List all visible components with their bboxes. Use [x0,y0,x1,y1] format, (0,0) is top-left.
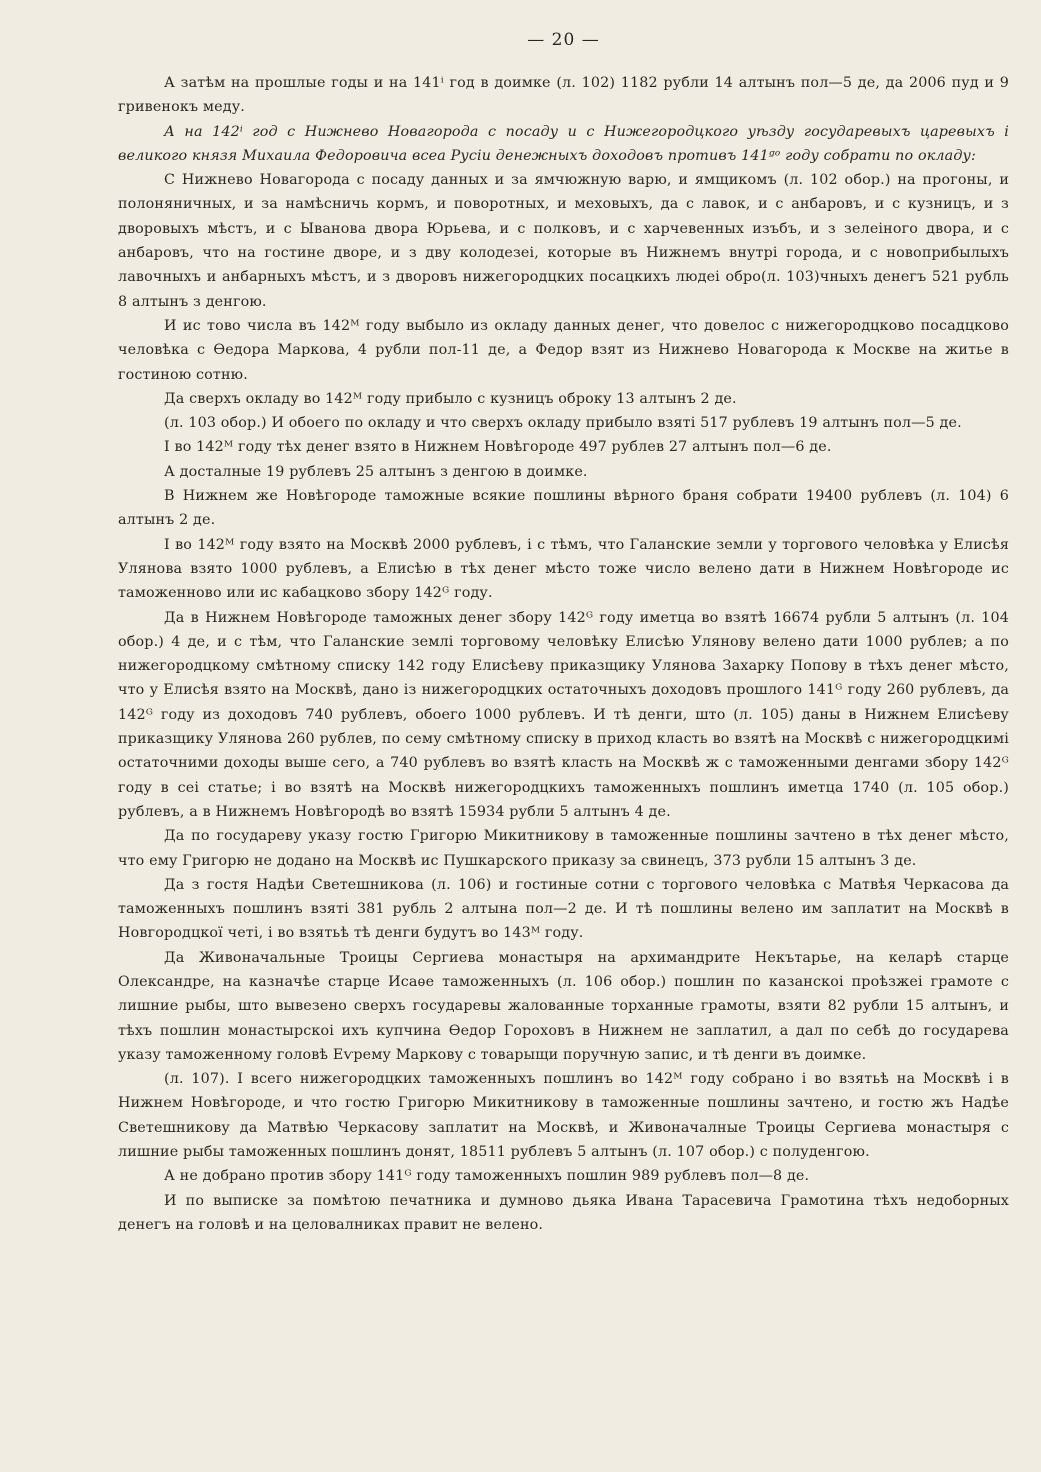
paragraph: І во 142ᴹ году взято на Москвѣ 2000 рублевъ, і с тѣмъ, что Галанские земли у торгового человѣка у Елисѣя Улянова взято 1000 рублевъ, а Елисѣю в тѣх денег мѣсто тоже число велено дати в Нижнем Новѣгороде ис таможенново или ис кабацково збору 142ᴳ году. [118,536,1009,602]
document-body [118,71,1009,1237]
paragraph: А досталные 19 рублевъ 25 алтынъ з денгою в доимке. [164,463,588,480]
paragraph: С Нижнево Новагорода с посаду данных и за ямчюжную варю, и ямщикомъ (л. 102 обор.) на прогоны, и полоняничных, и за намѣсничь кормъ, и поворотных, и меховыхъ, да с лавок, и с анбаровъ, и с кузницъ, и з дворовыхъ мѣстъ, и с Ыванова двора Юрьева, и с полковъ, и с харчевенных изъбъ, и з зелеіного двора, и с анбаровъ, что на гостине дворе, и з дву колодезеі, которые въ Нижнемъ внутрі города, и с новоприбылыхъ лавочныхъ и анбарныхъ мѣстъ, и з дворовъ нижегородцких посацкихъ людеі обро(л. 103)чныхъ денегъ 521 рубль 8 алтынъ з денгою. [118,172,1009,310]
paragraph: И ис тово числа въ 142ᴹ году выбыло из окладу данных денег, что довелос с нижегородцково посадцково человѣка с Ѳедора Маркова, 4 рубли пол-11 де, а Федор взят из Нижнево Новагорода к Москве на житье в гостиною сотню. [118,317,1009,383]
paragraph: Да в Нижнем Новѣгороде таможных денег збору 142ᴳ году иметца во взятѣ 16674 рубли 5 алтынъ (л. 104 обор.) 4 де, и с тѣм, что Галанские землі торговому человѣку Елисѣю Улянову велено дати 1000 рублев; а по нижегородцкому смѣтному списку 142 году Елисѣеву приказщику Улянова Захарку Попову в тѣхъ денег мѣсто, что у Елисѣя взято на Москвѣ, дано із нижегородцких остаточныхъ доходовъ прошлого 141ᴳ году 260 рублевъ, да 142ᴳ году из доходовъ 740 рублевъ, обоего 1000 рублевъ. И тѣ денги, што (л. 105) даны в Нижнем Елисѣеву приказщику Улянова 260 рублев, по сему смѣтному списку в приход класть во взятѣ на Москвѣ с нижегородцкимі остаточними доходы выше сего, а 740 рублевъ во взятѣ класть на Москвѣ ж с таможенными денгами збору 142ᴳ году в сеі статье; і во взятѣ на Москвѣ нижегородцкихъ таможенныхъ пошлинъ иметца 1740 (л. 105 обор.) рублевъ, а в Нижнемъ Новѣгородѣ во взятѣ 15934 рубли 5 алтынъ 4 де. [118,609,1009,820]
paragraph: Да Живоначальные Троицы Сергиева монастыря на архимандрите Некътарье, на келарѣ старце Олександре, на казначѣе старце Исаѳе таможенныхъ (л. 106 обор.) пошлин по казанскоі проѣзжеі грамоте с лишние рыбы, што вывезено сверхъ государевы жалованные торханные грамоты, взяти 82 рубли 15 алтынъ, и тѣхъ пошлин монастырскоі ихъ купчина Ѳедор Гороховъ в Нижнем не заплатил, а дал по себѣ до государева указу таможенному головѣ Еѵрему Маркову с товарыщи поручную запис, и тѣ денги въ доимке. [118,949,1009,1063]
paragraph: А затѣм на прошлые годы и на 141ⁱ год в доимке (л. 102) 1182 рубли 14 алтынъ пол—5 де, да 2006 пуд и 9 гривенокъ меду. [118,75,1009,116]
paragraph: А не добрано против збору 141ᴳ году таможенныхъ пошлин 989 рублевъ пол—8 де. [164,1168,810,1185]
paragraph: В Нижнем же Новѣгороде таможные всякие пошлины вѣрного браня собрати 19400 рублевъ (л. 104) 6 алтынъ 2 де. [118,488,1009,529]
paragraph: И по выписке за помѣтою печатника и думново дьяка Ивана Тарасевича Грамотина тѣхъ недоборных денегъ на головѣ и на целовалниках правит не велено. [118,1192,1009,1233]
paragraph-heading: А на 142ⁱ год с Нижнево Новагорода с посаду и с Нижегородцкого уѣзду государевыхъ царевыхъ і великого князя Михаила Федоровича всеа Русіи денежныхъ доходовъ противъ 141ᵍᵒ году собрати по окладу: [118,123,1009,164]
paragraph: Да з гостя Надѣи Светешникова (л. 106) и гостиные сотни с торгового человѣка с Матвѣя Черкасова да таможенныхъ пошлинъ взяті 381 рубль 2 алтына пол—2 де. И тѣ пошлины велено им заплатит на Москвѣ в Новгородцкої четі, і во взятьѣ тѣ денги будутъ во 143ᴹ году. [118,876,1009,942]
paragraph: (л. 103 обор.) И обоего по окладу и что сверхъ окладу прибыло взяті 517 рублевъ 19 алтынъ пол—5 де. [164,415,962,432]
paragraph: І во 142ᴹ году тѣх денег взято в Нижнем Новѣгороде 497 рублев 27 алтынъ пол—6 де. [164,439,832,456]
paragraph: Да сверхъ окладу во 142ᴹ году прибыло с кузницъ оброку 13 алтынъ 2 де. [164,390,737,407]
page-number: — 20 — [527,30,600,50]
paragraph: (л. 107). І всего нижегородцких таможенныхъ пошлинъ во 142ᴹ году собрано і во взятьѣ на Москвѣ і в Нижнем Новѣгороде, и что гостю Григорю Микитникову в таможенные пошлины зачтено, и гостю жъ Надѣе Светешникову да Матвѣю Черкасову заплатит на Москвѣ, и Живоначалные Троицы Сергиева монастыря с лишние рыбы таможенных пошлинъ донят, 18511 рублевъ 5 алтынъ (л. 107 обор.) с полуденгою. [118,1071,1009,1161]
paragraph: Да по государеву указу гостю Григорю Микитникову в таможенные пошлины зачтено в тѣх денег мѣсто, что ему Григорю не додано на Москвѣ ис Пушкарского приказу за свинецъ, 373 рубли 15 алтынъ 3 де. [118,828,1009,869]
